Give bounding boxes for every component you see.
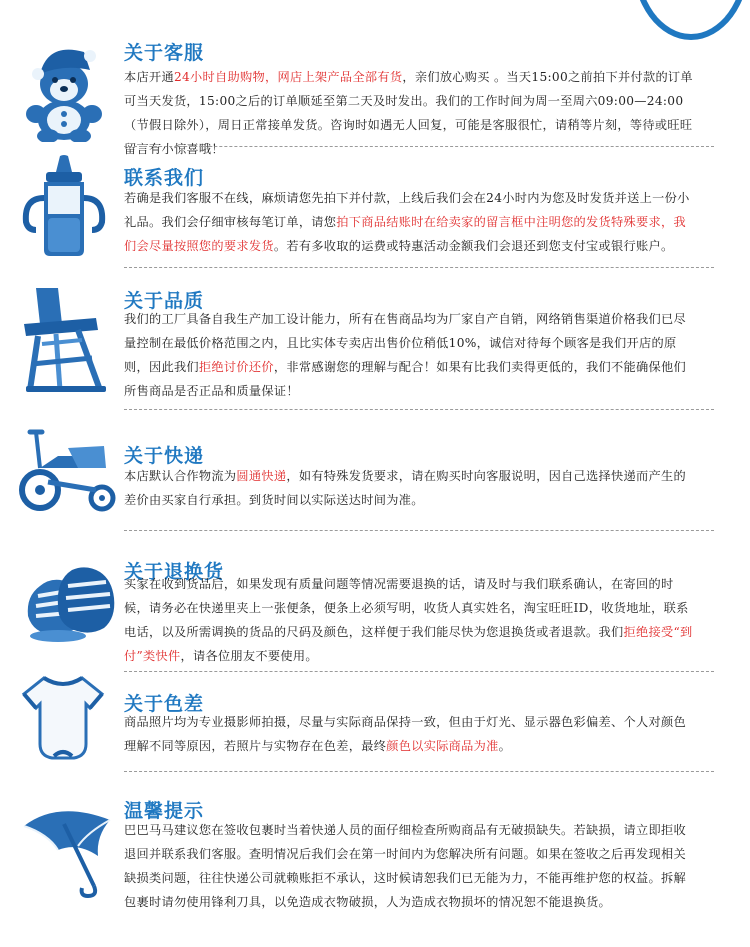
body-text: ，如有特殊发货要求，请在购买时向客服说明，因自己选择快递而产生的差价由买家自行承担。到货时间以实际送达时间为准。 — [124, 469, 686, 507]
body-text: ，请各位朋友不要使用。 — [180, 649, 318, 663]
tricycle-icon — [18, 428, 118, 514]
section-divider — [124, 671, 714, 672]
section-body — [124, 186, 694, 258]
body-highlight: 拍下商品结账时在给卖家的留言框中注明您的发货特殊要求，我们会尽量按照您的要求发货 — [124, 215, 686, 253]
body-highlight: 拒绝接受“到付”类快件 — [124, 625, 693, 663]
baby-shoes-icon — [18, 556, 118, 646]
body-text: 买家在收到货品后，如果发现有质量问题等情况需要退换的话，请及时与我们联系确认，在寄回的时候，请务必在快递里夹上一张便条，便条上必须写明，收货人真实姓名，淘宝旺旺ID，收货地址，联系电话，以及所需调换的货品的尺码及颜色，这样便于我们能尽快为您退换货或者退款。我们 — [124, 577, 689, 639]
section-title: 温馨提示 — [124, 800, 205, 822]
section-title: 关于色差 — [124, 693, 205, 715]
section-body — [124, 307, 694, 403]
corner-decoration — [632, 0, 750, 40]
body-text: 本店默认合作物流为 — [124, 469, 237, 483]
body-text: 商品照片均为专业摄影师拍摄，尽量与实际商品保持一致，但由于灯光、显示器色彩偏差、个人对颜色理解不同等原因，若照片与实物存在色差，最终 — [124, 715, 686, 753]
body-text: 若确是我们客服不在线，麻烦请您先拍下并付款，上线后我们会在24小时内为您及时发货并送上一份小礼品。我们会仔细审核每笔订单，请您 — [124, 191, 690, 229]
body-text: 本店开通 — [124, 70, 174, 84]
section-title: 关于客服 — [124, 42, 205, 64]
high-chair-icon — [18, 284, 110, 394]
section-divider — [124, 267, 714, 268]
body-text: 我们的工厂具备自我生产加工设计能力，所有在售商品均为厂家自产自销，网络销售渠道价格我们已尽量控制在最低价格范围之内，且比实体专卖店出售价位稍低10%，诚信对待每个顾客是我们开店的原则，因此我们 — [124, 312, 686, 374]
baby-bottle-icon — [18, 154, 110, 258]
section-title: 关于退换货 — [124, 561, 225, 583]
section-title: 联系我们 — [124, 167, 205, 189]
body-text: 。若有多收取的运费或特惠活动金额我们会退还到您支付宝或银行账户。 — [273, 239, 674, 253]
umbrella-icon — [18, 800, 118, 900]
baby-romper-icon — [18, 672, 108, 762]
body-text: 巴巴马马建议您在签收包裹时当着快递人员的面仔细检查所购商品有无破损缺失。若缺损，请立即拒收退回并联系我们客服。查明情况后我们会在第一时间内为您解决所有问题。如果在签收之后再发现相关缺损类问题，往往快递公司就赖账拒不承认，这时候请恕我们已无能为力，不能再维护您的权益。拆解包裹时请勿使用锋利刀具，以免造成衣物破损，人为造成衣物损坏的情况恕不能退换货。 — [124, 823, 686, 909]
section-body — [124, 572, 694, 668]
teddy-bear-icon — [18, 38, 110, 142]
section-divider — [124, 146, 714, 147]
section-divider — [124, 409, 714, 410]
section-title: 关于品质 — [124, 290, 205, 312]
section-body — [124, 710, 694, 758]
body-highlight: 圆通快递 — [236, 469, 287, 483]
body-highlight: 颜色以实际商品为准 — [386, 739, 499, 753]
section-title: 关于快递 — [124, 445, 205, 467]
body-highlight: 拒绝讨价还价 — [198, 360, 274, 374]
section-divider — [124, 530, 714, 531]
body-text: 。 — [498, 739, 512, 753]
section-divider — [124, 771, 714, 772]
body-text: ，非常感谢您的理解与配合！如果有比我们卖得更低的，我们不能确保他们所售商品是否正品和质量保证！ — [124, 360, 686, 398]
body-text: ，亲们放心购买 。当天15:00之前拍下并付款的订单可当天发货，15:00之后的订单顺延至第二天及时发出。我们的工作时间为周一至周六09:00—24:00（节假日除外），周日正常接单发货。咨询时如遇无人回复，可能是客服很忙，请稍等片刻，等待或旺旺留言有小惊喜哦！ — [124, 70, 693, 156]
body-highlight: 24小时自助购物，网店上架产品全部有货 — [173, 70, 403, 84]
section-body — [124, 464, 694, 512]
section-body — [124, 818, 694, 914]
